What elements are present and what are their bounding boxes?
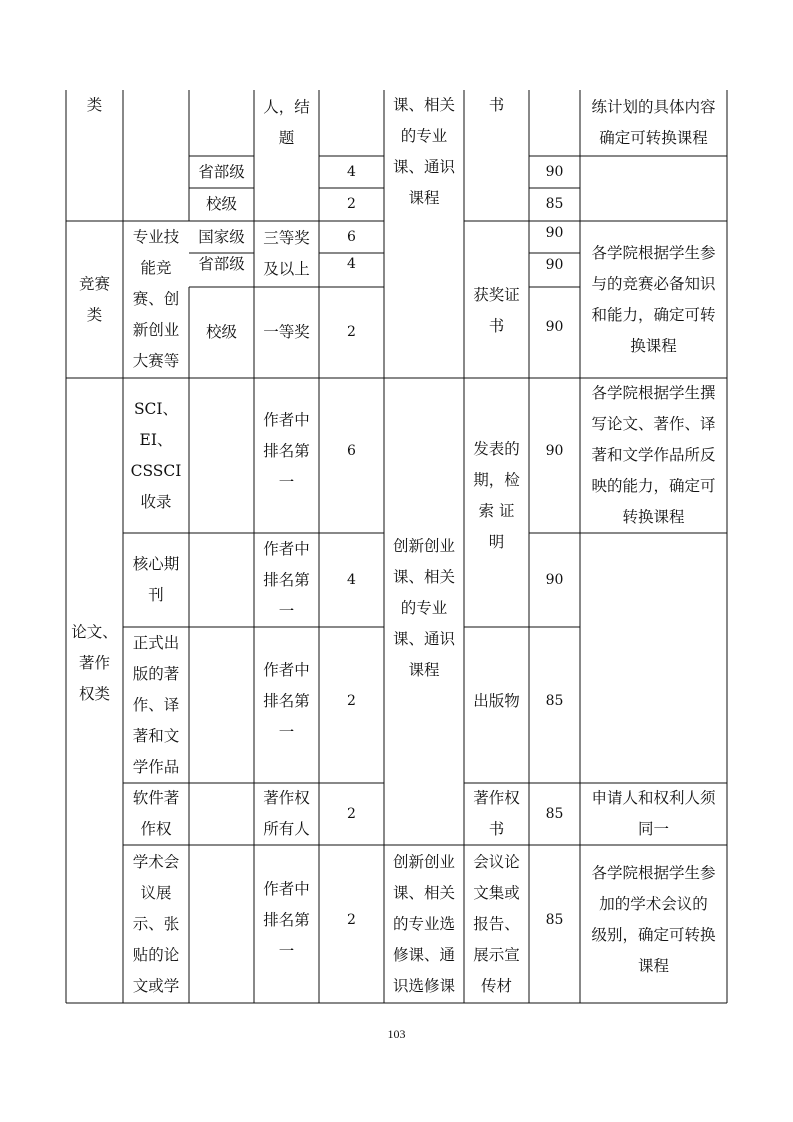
result-cell: 三等奖 及以上 xyxy=(263,229,310,278)
proof-cell: 出版物 xyxy=(473,691,520,710)
project-cell: 专业技 能竞 赛、创 新创业 大赛等 xyxy=(132,228,180,370)
note-cell: 各学院根据学生参 加的学术会议的 级别，确定可转换 课程 xyxy=(591,864,716,975)
credit-cell: 2 xyxy=(347,324,356,340)
credit-cell: 6 xyxy=(347,443,356,459)
result-cell: 作者中 排名第 一 xyxy=(263,879,310,960)
level-cell: 省部级 xyxy=(198,162,245,181)
credit-cell: 4 xyxy=(347,255,356,272)
result-cell: 作者中 排名第 一 xyxy=(263,660,310,741)
grade-cell: 85 xyxy=(545,805,564,822)
level-cell: 校级 xyxy=(205,195,237,213)
credit-cell: 2 xyxy=(347,911,356,928)
note-cell: 申请人和权利人须 同一 xyxy=(591,789,716,838)
credit-cell: 2 xyxy=(347,196,356,212)
proof-cell: 会议论 文集或 报告、 展示宣 传材 xyxy=(473,852,520,995)
courses-cell: 课、相关 的专业 课、通识 课程 xyxy=(392,96,455,207)
category-cell: 类 xyxy=(86,95,103,114)
level-cell: 国家级 xyxy=(198,227,245,246)
project-cell: 核心期 刊 xyxy=(132,555,180,604)
credit-cell: 2 xyxy=(347,805,356,822)
category-cell: 竞赛 类 xyxy=(78,274,110,324)
level-cell: 省部级 xyxy=(198,254,245,273)
result-cell: 一等奖 xyxy=(263,323,310,341)
proof-cell: 获奖证 书 xyxy=(473,286,520,335)
proof-cell: 著作权 书 xyxy=(473,789,520,838)
credit-cell: 2 xyxy=(347,692,356,709)
courses-cell: 创新创业 课、相关 的专业 课、通识 课程 xyxy=(392,537,455,679)
credit-cell: 6 xyxy=(347,228,356,245)
grade-cell: 90 xyxy=(545,224,564,241)
category-cell: 论文、 著作 权类 xyxy=(71,622,118,703)
grade-cell: 90 xyxy=(545,318,564,335)
result-cell: 人，结 题 xyxy=(263,98,310,147)
note-cell: 各学院根据学生参 与的竞赛必备知识 和能力，确定可转 换课程 xyxy=(591,243,716,355)
project-cell: 学术会 议展 示、张 贴的论 文或学 xyxy=(132,852,180,995)
grade-cell: 90 xyxy=(545,571,564,588)
result-cell: 作者中 排名第 一 xyxy=(263,411,310,491)
courses-cell: 创新创业 课、相关 的专业选 修课、通 识选修课 xyxy=(392,852,455,995)
proof-cell: 书 xyxy=(488,95,505,114)
page-number: 103 xyxy=(387,1027,406,1041)
grade-cell: 85 xyxy=(545,692,564,709)
grade-cell: 90 xyxy=(545,163,564,180)
project-cell: SCI、 EI、 CSSCI 收录 xyxy=(130,399,182,511)
proof-cell: 发表的 期，检 索 证 明 xyxy=(473,440,520,551)
project-cell: 软件著 作权 xyxy=(132,789,180,838)
credit-cell: 4 xyxy=(347,571,356,588)
grade-cell: 90 xyxy=(545,256,564,273)
grade-cell: 90 xyxy=(545,443,564,459)
note-cell: 练计划的具体内容 确定可转换课程 xyxy=(591,98,716,147)
grade-cell: 85 xyxy=(545,911,564,928)
grade-cell: 85 xyxy=(545,196,564,212)
result-cell: 著作权 所有人 xyxy=(263,789,310,838)
result-cell: 作者中 排名第 一 xyxy=(263,539,310,620)
project-cell: 正式出 版的著 作、译 著和文 学作品 xyxy=(132,633,180,776)
credit-cell: 4 xyxy=(347,163,356,180)
note-cell: 各学院根据学生撰 写论文、著作、译 著和文学作品所反 映的能力，确定可 转换课程 xyxy=(591,384,716,526)
level-cell: 校级 xyxy=(205,323,237,341)
